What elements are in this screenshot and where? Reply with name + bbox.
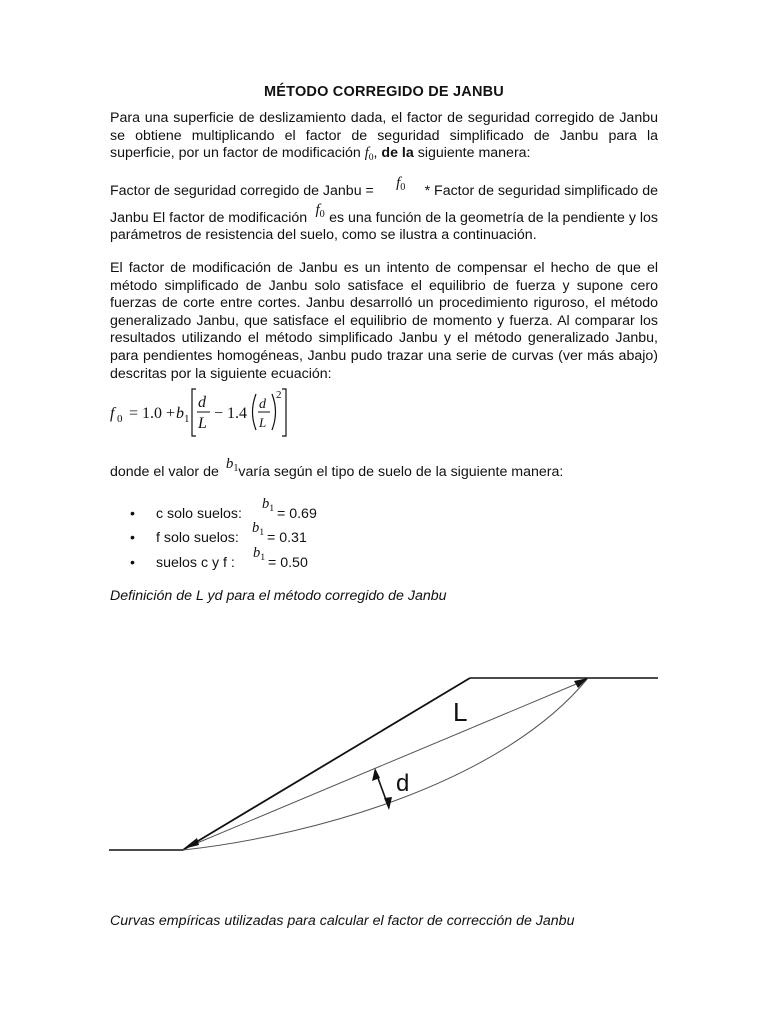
fraction2-numerator: d — [259, 397, 266, 412]
bullet-label: suelos c y f : — [156, 555, 235, 571]
b1-symbol: $b_1$ — [225, 456, 239, 475]
page-title: MÉTODO CORREGIDO DE JANBU — [264, 84, 504, 100]
modification-factor-left: Janbu El factor de modificación — [110, 210, 308, 226]
b1-symbol: $b_1$ — [252, 520, 265, 538]
equation-minus: − 1.4 — [214, 405, 248, 422]
bullet-marker: • — [130, 530, 135, 546]
donde-before: donde el valor de — [110, 464, 219, 480]
bullet-marker: • — [130, 506, 135, 522]
corrected-factor-right: * Factor de seguridad simplificado de — [424, 183, 658, 199]
equation-exponent: 2 — [276, 389, 282, 401]
arrowhead-icon — [183, 838, 199, 849]
figure-caption: Curvas empíricas utilizadas para calcular el factor de corrección de Janbu — [110, 913, 575, 929]
donde-after: varía según el tipo de suelo de la siguiente manera: — [238, 464, 564, 480]
arrowhead-icon — [384, 797, 392, 810]
bullet-marker: • — [130, 555, 135, 571]
label-d: d — [396, 770, 410, 797]
intro-tail: siguiente manera: — [417, 145, 531, 162]
equation-lhs: f — [110, 405, 115, 422]
equation-lhs-sub: 0 — [117, 413, 123, 425]
bullet-label: f solo suelos: — [156, 530, 239, 546]
slope-face-line — [183, 678, 470, 850]
b1-symbol: $b_1$ — [253, 545, 266, 563]
equation-coef: b — [176, 405, 184, 422]
b1-symbol: $b_1$ — [262, 496, 275, 514]
fraction2-denominator: L — [259, 415, 267, 430]
modification-factor-right: es una función de la geometría de la pendiente y los — [329, 210, 658, 226]
fraction1-numerator: d — [198, 394, 206, 411]
parameters-line: parámetros de resistencia del suelo, como se ilustra a continuación. — [110, 227, 537, 243]
f0-symbol: $f_0$ — [396, 175, 406, 194]
f0-symbol: $f_0$ — [315, 202, 325, 221]
janbu-explanation-paragraph: El factor de modificación de Janbu es un intento de compensar el hecho de que el método simplificado de Janbu solo satisface el equilibrio de fuerza y supone cero fuerzas de corte entre cortes. Janbu desarrolló un procedimiento riguroso, el método generalizado Janbu, que satisface el equilibrio de momento y fuerza. Al comparar los resultados utilizando el método simplificado Janbu y el método generalizado Janbu, para pendientes homogéneas, Janbu pudo trazar una serie de curvas (ver más abajo) descritas por la siguiente ecuación: — [110, 260, 658, 382]
figure-caption: Definición de L yd para el método corregido de Janbu — [110, 588, 447, 604]
equation-equals: = 1.0 + — [129, 405, 176, 422]
bullet-value: = 0.69 — [277, 506, 317, 522]
equation-coef-sub: 1 — [184, 413, 190, 425]
intro-bold-text: de la — [381, 145, 414, 162]
corrected-factor-left: Factor de seguridad corregido de Janbu = — [110, 183, 374, 199]
fraction1-denominator: L — [198, 415, 207, 432]
f0-symbol: $f_0$ — [364, 145, 374, 164]
bullet-value: = 0.50 — [268, 555, 308, 571]
intro-separator: , — [373, 145, 378, 162]
chord-line-L — [190, 682, 581, 846]
bullet-label: c solo suelos: — [156, 506, 242, 522]
bullet-value: = 0.31 — [267, 530, 307, 546]
intro-text: Para una superficie de deslizamiento dada, el factor de seguridad corregido de Janbu se obtiene multiplicando el factor de seguridad simplificado de Janbu para la superficie, por un factor de modificación — [110, 110, 658, 162]
label-L: L — [453, 697, 468, 727]
